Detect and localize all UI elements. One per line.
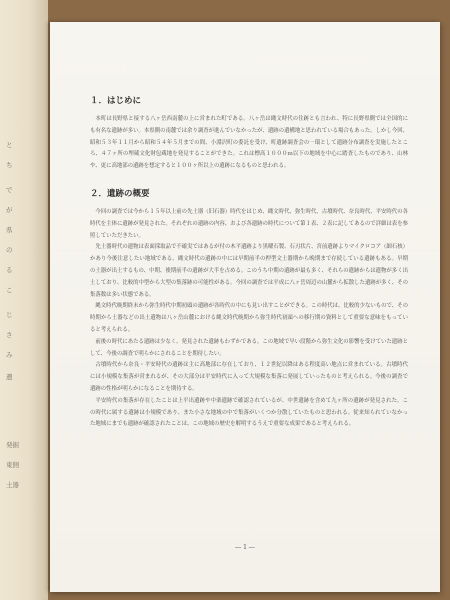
spine-fragment: の — [6, 246, 13, 254]
spine-fragment: 遺 — [6, 373, 13, 381]
spine-fragment: じ — [6, 311, 13, 319]
page-number: ― 1 ― — [235, 544, 255, 551]
overview-paragraph: 平安時代の集落が存在したことは上平出遺跡や中楽遺跡で確認されているが、中世遺跡を含めて九ヶ所の遺跡が発見された。この時代に属する遺跡は小規模であり、また小さな地域の中で集落がいくつか分散していたものと思われる。従来知られていなかった地域にまでも遺跡が確認されたことは、この地域の歴史を解明するうえで重要な成果であると考えられる。 — [90, 397, 408, 428]
spine-fragment: と — [6, 141, 13, 149]
spine-fragment: で — [6, 186, 13, 194]
overview-paragraph: 今回の調査では今から１５年以上前の先土器（旧石器）時代をはじめ、縄文時代、弥生時代、古墳時代、奈良時代、平安時代の各時代を主体に遺跡が発見された。それぞれの遺跡の内容、および各遺跡の時代について第１表、２表に記してあるので詳細は表を参照していただきたい。 — [90, 208, 408, 239]
spine-fragment: さ — [6, 331, 13, 339]
spine-fragment: 発掘 — [6, 441, 19, 449]
overview-paragraph: 縄文時代晩期終末から弥生時代中期初頭の遺跡が各時代の中にも見い出すことができる。この時代は、比較的少ないもので、その時期から土器などの出土遺物は八ヶ岳山麓における縄文時代晩期から弥生時代初頭への移行期の資料として重要な意味をもっていると考えられる。 — [90, 303, 408, 333]
document-page — [50, 22, 440, 592]
section-heading-introduction: １．はじめに — [90, 96, 142, 106]
section-heading-site-overview: ２．遺跡の概要 — [90, 188, 150, 199]
introduction-paragraph: 本町は長野県と接する八ヶ岳西南麓の上に営まれた町である。八ヶ岳は縄文時代の住跡とも言われ、特に長野県側では全国的にも有名な遺跡が多い。本県側の南麓では余り調査が進んでいなかったが、遺跡の遺構地と思われている場合もあった。しかし今回、昭和５３年１１月から昭和５４年５月までの間、小淵沢町の委託を受け、町遺跡調査会の一環として遺跡分布調査を実施したところ、４７ヶ所の埋蔵文化財包蔵地を発見することができた。これは標高１０００ｍ以下の地域を中心に踏査したものであり、山林や、更に高地部の遺跡を想定すると１００ヶ所以上の遺跡になるものと思われる。 — [90, 116, 408, 170]
overview-paragraph: 前後の時代にあたる遺跡は少なく、発見された遺跡もわずかである。この地域で早い段階から弥生文化の影響を受けていた遺跡として、今後の調査で明らかにされることを期待したい。 — [90, 338, 408, 357]
overview-paragraph: 先土器時代の遺物は表面採取品で不確実ではあるが付の木平遺跡より黒曜石製、石刃状片、宮前遺跡よりマイクロコア（細石核）かあり今後注意したい地域である。縄文時代の遺跡の中には早期前半の押型文土器期から晩期まで存続している遺跡もある。早期の土器が出土するもの、中期、後期前半の遺跡が大半を占める。このうち中期の遺跡が最も多く、それらの遺跡からは遺物が多く出土しており、比較的中型から大型の集落跡の可能性がある。今回の調査では平成に八ヶ岳周辺の山麓から拡散した遺跡が多く、その集落数は多い状態である。 — [90, 244, 408, 298]
spine-fragment: 東側 — [6, 461, 19, 469]
spine-fragment: み — [6, 351, 13, 359]
overview-paragraph: 古墳時代から奈良・平安時代の遺跡は主に高地部に存在しており、１２世紀以降はある程度高い地点に営まれている。古墳時代には小規模な集落が営まれるが、その大部分は平安時代に入って大規模な集落に発展していったものと考えられる。今後の調査で遺跡の性格が明らかになることを期待する。 — [90, 362, 408, 392]
spine-fragment: る — [6, 266, 13, 274]
spine-fragment: こ — [6, 286, 13, 294]
spine-fragment: 土器 — [6, 481, 19, 489]
spine-fragment: 県 — [6, 226, 13, 234]
spine-fragment: が — [6, 206, 13, 214]
spine-fragment: ち — [6, 161, 13, 169]
page-content — [90, 94, 408, 431]
adjacent-page-edge — [0, 0, 48, 600]
